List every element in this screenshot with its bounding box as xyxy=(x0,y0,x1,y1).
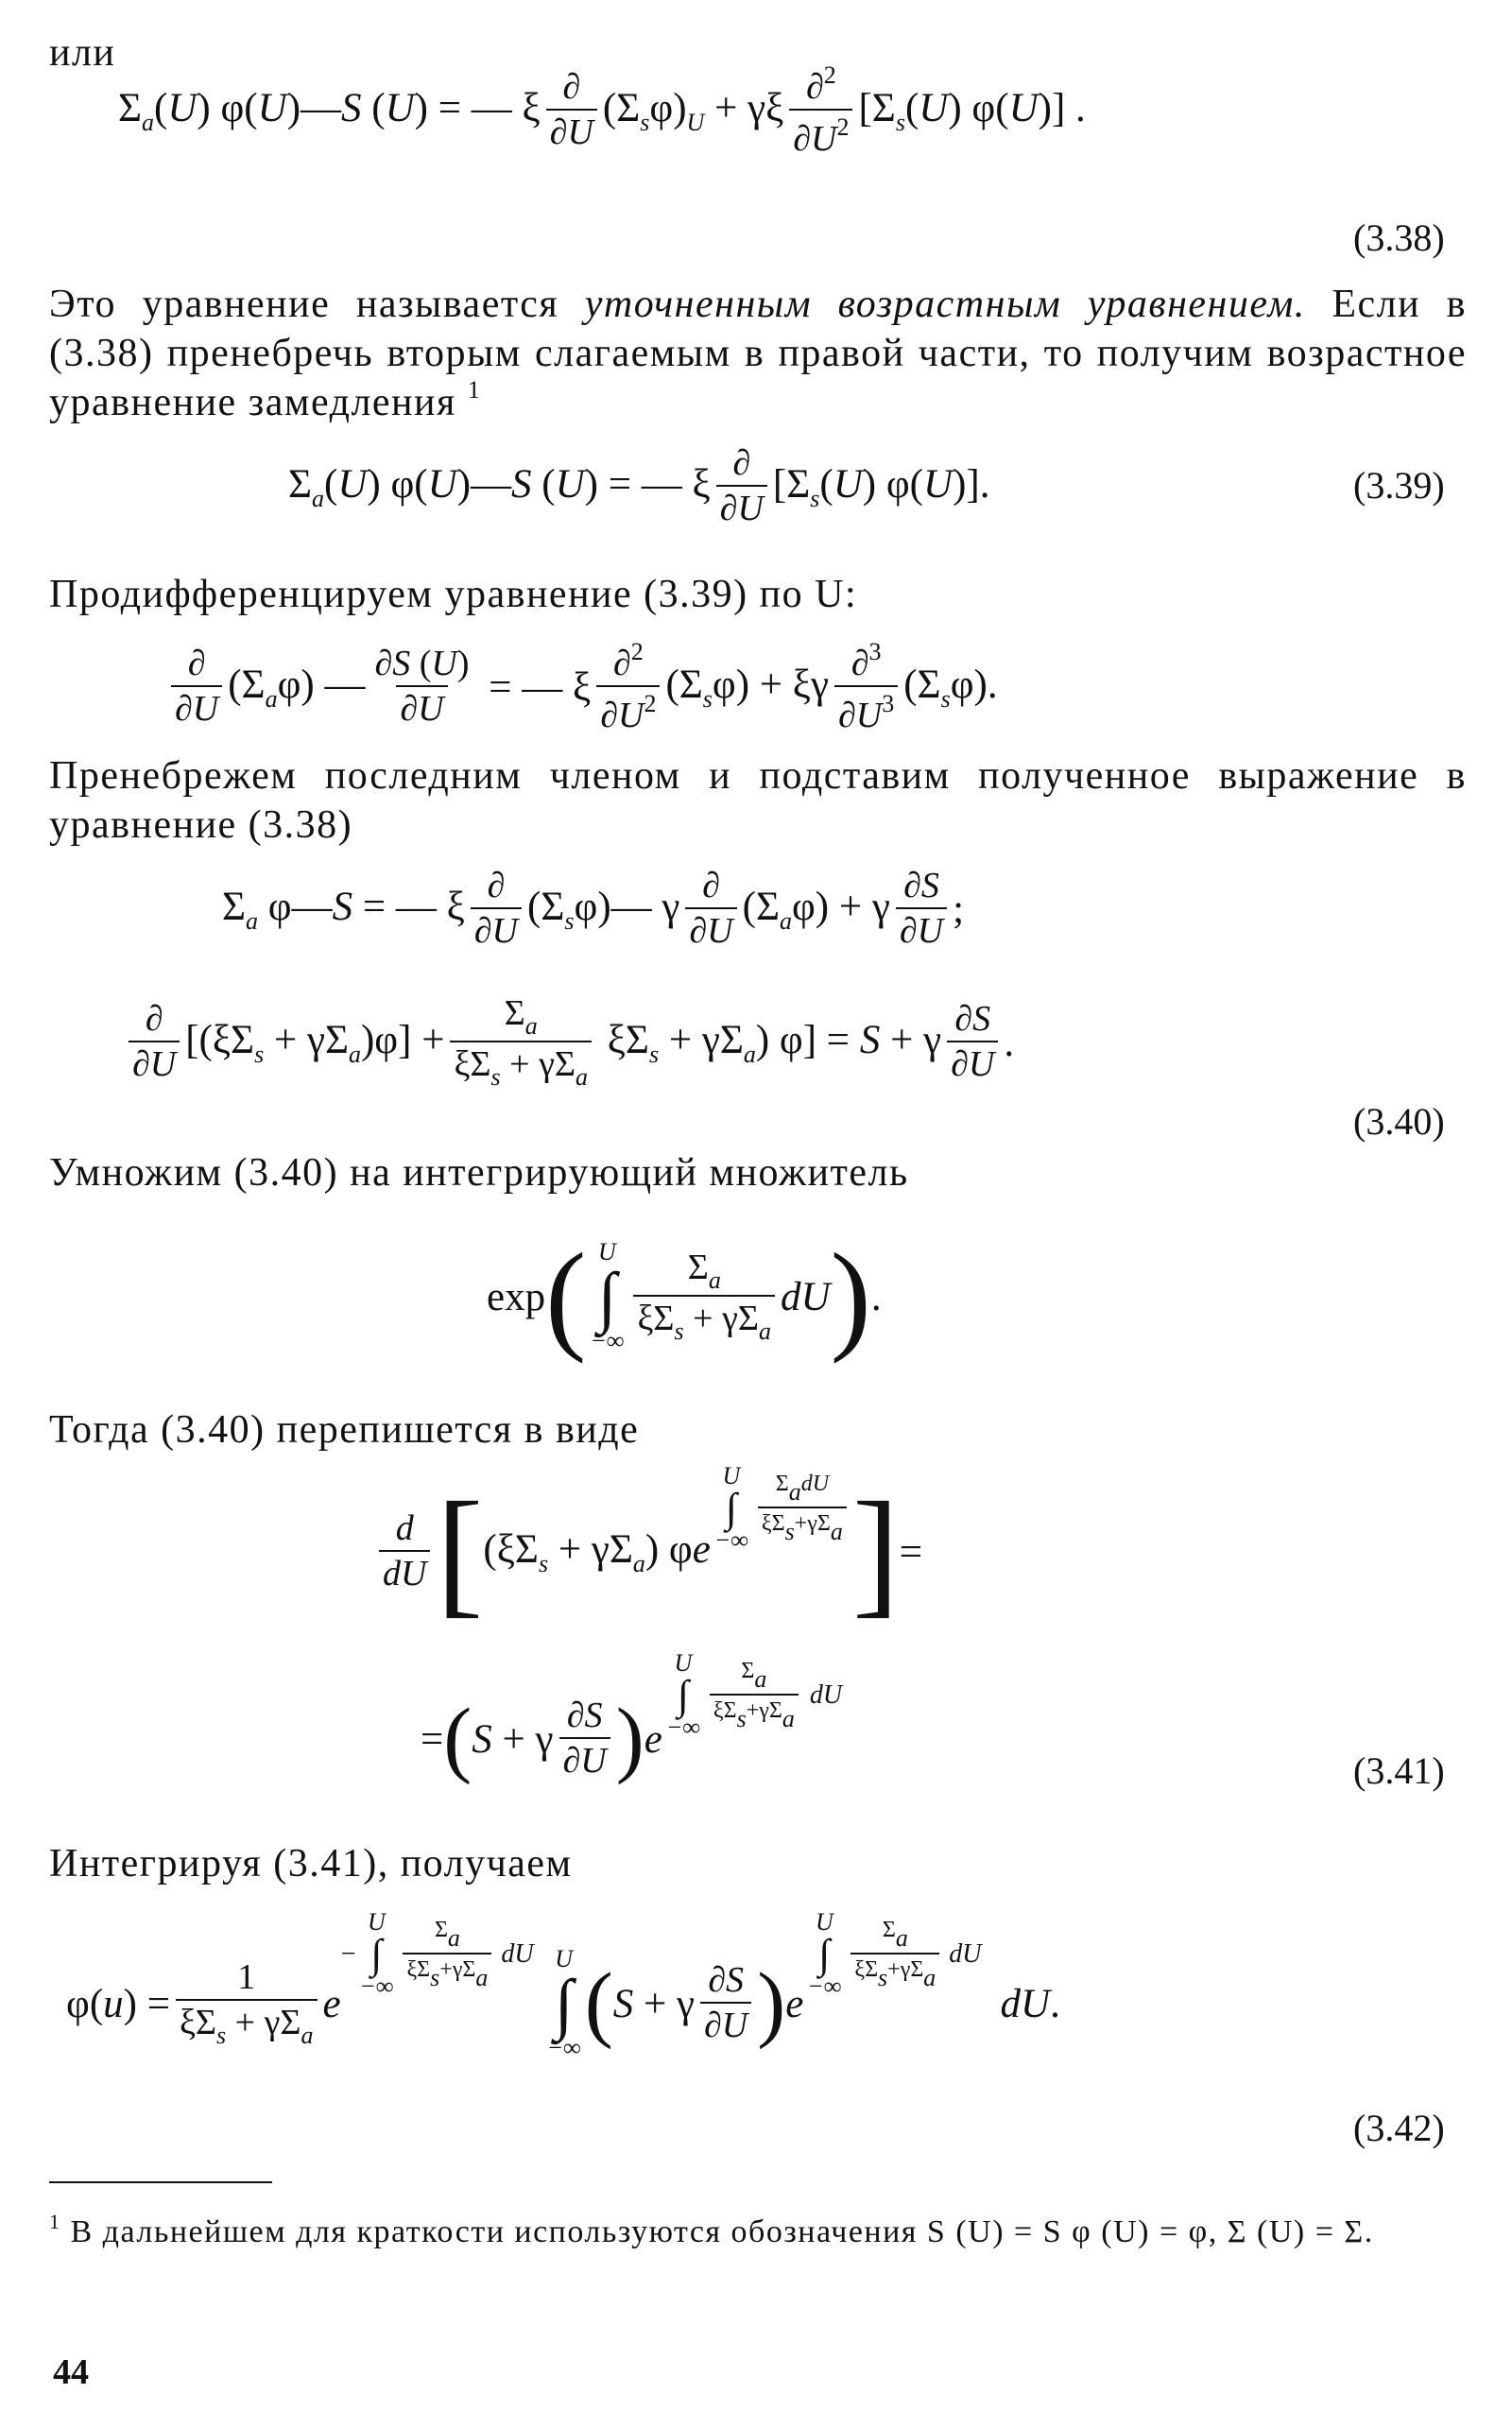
paragraph-multiply: Умножим (3.40) на интегрирующий множитель xyxy=(49,1151,909,1195)
word-ili: или xyxy=(49,31,116,75)
equation-number: (3.42) xyxy=(1353,2107,1445,2149)
paragraph-integrating: Интегрируя (3.41), получаем xyxy=(49,1842,573,1886)
equation-number: (3.40) xyxy=(1353,1100,1445,1143)
footnote-marker: 1 xyxy=(467,376,482,404)
italic-term: уточненным возрастным уравнением. xyxy=(584,283,1306,326)
equation-substituted: $\Sigma_a$ φ—S = — ξ $\frac{\partial}{\partial U}$ $(\Sigma_s\varphi)—$ γ $\frac{\partial}{\partial U}$ $(\Sigma_a\varphi) + \gamma$ $\frac{\partial S}{\partial U}$ ; xyxy=(222,866,965,951)
equation-number: (3.41) xyxy=(1353,1749,1445,1792)
paragraph-differentiate: Продифференцируем уравнение (3.39) по U: xyxy=(49,573,858,616)
equation-3-38: $\Sigma_a(U)$ φ(U)—S (U) = — ξ $\frac{\partial}{\partial U}$ $(\Sigma_s\varphi)_U + \gamma\xi$ $\frac{\partial^2}{\partial U^2}$ [$\Sigma_s(U)$ φ(U)] . xyxy=(118,61,1086,159)
equation-3-39: $\Sigma_a(U)$ φ(U)—S (U) = — ξ $\frac{\partial}{\partial U}$ [$\Sigma_s(U)$ φ(U)]. xyxy=(288,443,990,528)
equation-number: (3.38) xyxy=(1353,216,1445,259)
paragraph-text: Это уравнение называется xyxy=(49,283,585,326)
equation-number: (3.39) xyxy=(1353,464,1445,507)
page-number: 44 xyxy=(53,2352,89,2392)
paragraph-refined-age-equation xyxy=(49,280,1467,427)
paragraph-neglect: Пренебрежем последним членом и подставим полученное выражение в уравнение (3.38) xyxy=(49,754,1467,847)
equation-3-41-lhs: $\frac{d}{dU}$ [ $(\xi\Sigma_s + \gamma\Sigma_a)$ φe U ∫ −∞ $\frac{\text{ΣadU}}{\text{ξΣs+γΣa}}$ ] = xyxy=(373,1467,922,1637)
equation-integrating-factor: exp ( U ∫ −∞ $\frac{\Sigma_a}{\xi\Sigma_s + \gamma\Sigma_a}$ dU ) . xyxy=(487,1229,882,1365)
equation-3-41-rhs: = ( S + γ $\frac{\partial S}{\partial U}$ ) e U ∫ −∞ $\frac{\Sigma a}{\text{ξΣs+γΣa}}$ dU xyxy=(421,1649,843,1785)
footnote xyxy=(49,2212,1467,2253)
paragraph-text: Если в (3.38) пренебречь вторым слагаемым в правой части, то получим возрастное уравнение замедления xyxy=(49,283,1467,424)
footnote-marker: 1 xyxy=(49,2210,61,2233)
equation-derivative: $\frac{\partial}{\partial U}$ $(\Sigma_a\varphi)$ — $\frac{\partial S (U)}{\partial U}$ = — ξ $\frac{\partial^2}{\partial U^2}$ $(\Sigma_s\varphi) + \xi\gamma$ $\frac{\partial^3}{\partial U^3}$ $(\Sigma_s\varphi)$. xyxy=(165,635,998,739)
paragraph-rewrite: Тогда (3.40) перепишется в виде xyxy=(49,1408,640,1452)
equation-3-40: $\frac{\partial}{\partial U}$ $[(\xi\Sigma_s + \gamma\Sigma_a)\varphi]$ + $\frac{\Sigma_a}{\xi\Sigma_s + \gamma\Sigma_a}$ $\xi\Sigma_s + \gamma\Sigma_a$) φ] = S + γ $\frac{\partial S}{\partial U}$ . xyxy=(123,990,1014,1094)
footnote-text: В дальнейшем для краткости используются обозначения S (U) = S φ (U) = φ, Σ (U) = Σ. xyxy=(70,2214,1374,2249)
footnote-rule xyxy=(49,2181,272,2183)
equation-3-42: φ(u) = $\frac{1}{\xi\Sigma_s + \gamma\Sigma_a}$ e − U ∫ −∞ $\frac{\Sigma a}{\text{ξΣs+γΣa}}$ dU U ∫ −∞ ( S + γ $\frac{\partial S}{\partial U}$ ) e U ∫ −∞ $\frac{\Sigma a}{\text{ξΣs+γΣa}}$ dU dU. xyxy=(66,1908,1060,2062)
